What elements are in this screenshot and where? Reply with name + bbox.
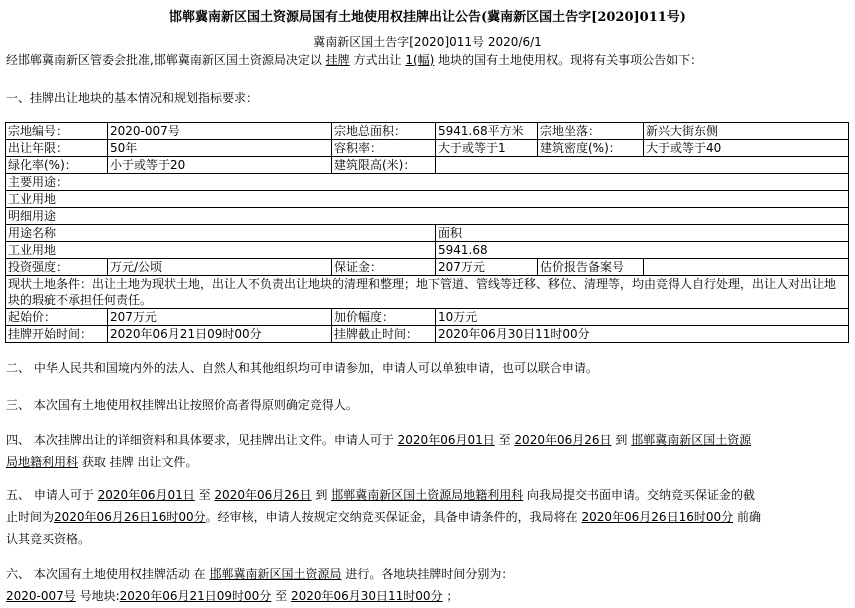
- section-4-get: 获取: [81, 455, 106, 469]
- table-row: [6, 276, 849, 309]
- section-2: 二、 中华人民共和国境内外的法人、自然人和其他组织均可申请参加，申请人可以单独申请，也可以联合申请。: [6, 361, 598, 375]
- table-row: [6, 309, 849, 326]
- table-row: [6, 259, 849, 276]
- section-5-text-2: 向我局提交书面申请。交纳竞买保证金的截: [527, 488, 756, 502]
- intro-text-3: 地块的国有土地使用权。现将有关事项公告如下：: [438, 53, 703, 67]
- detail-use-label: 明细用途: [6, 208, 849, 225]
- section-5-line-2: [6, 505, 761, 529]
- status-text: 现状土地条件：出让土地为现状土地，出让人不负责出让地块的清理和整理；地下管道、管线等迁移、移位、清理等，均由竞得人自行处理，出让人对出让地块的瑕疵不承担任何责任。: [6, 276, 849, 309]
- invest: 万元/公顷: [108, 259, 332, 276]
- section-6-place: 邯郸冀南新区国土资源局: [209, 567, 342, 581]
- height-label: 建筑限高(米)：: [332, 157, 436, 174]
- main-use-label: 主要用途：: [6, 174, 849, 191]
- section-5-to: 至: [198, 488, 211, 502]
- height: [436, 157, 849, 174]
- term-label: 出让年限：: [6, 140, 108, 157]
- green: 小于或等于20: [108, 157, 332, 174]
- table-row: [6, 225, 849, 242]
- section-6-text-3: 号地块:: [79, 589, 120, 603]
- section-4-line-1: [6, 428, 751, 452]
- section-4-place-cont: 局地籍利用科: [6, 455, 79, 469]
- section-4-text: 四、 本次挂牌出让的详细资料和具体要求，见挂牌出让文件。申请人可于: [6, 433, 394, 447]
- section-4-to: 至: [498, 433, 511, 447]
- list-end-label: 挂牌截止时间：: [332, 326, 436, 343]
- location-label: 宗地坐落：: [538, 123, 644, 140]
- table-row: [6, 326, 849, 343]
- section-4-date-1: 2020年06月01日: [397, 433, 495, 447]
- total-area-label: 宗地总面积：: [332, 123, 436, 140]
- section-5-date-2: 2020年06月26日: [214, 488, 312, 502]
- table-row: [6, 123, 849, 140]
- section-5-at: 到: [315, 488, 328, 502]
- section-3: 三、 本次国有土地使用权挂牌出让按照价高者得原则确定竞得人。: [6, 398, 358, 412]
- section-5-text-5: 前确: [736, 510, 761, 524]
- section-5-line-1: [6, 483, 755, 507]
- table-row: [6, 157, 849, 174]
- term: 50年: [108, 140, 332, 157]
- table-row: [6, 208, 849, 225]
- section-4-doc: 出让文件。: [137, 455, 198, 469]
- section-5-place: 邯郸冀南新区国土资源局地籍利用科: [331, 488, 524, 502]
- publish-date: 2020/6/1: [487, 35, 542, 49]
- use-name-label: 用途名称: [6, 225, 436, 242]
- section-6-line-2: [6, 584, 458, 608]
- use-name: 工业用地: [6, 242, 436, 259]
- parcel-no-label: 宗地编号：: [6, 123, 108, 140]
- use-area: 5941.68: [436, 242, 849, 259]
- intro-method: 挂牌: [325, 53, 350, 67]
- section-6-text-2: 进行。各地块挂牌时间分别为：: [345, 567, 514, 581]
- main-use: 工业用地: [6, 191, 849, 208]
- parcel-no: 2020-007号: [108, 123, 332, 140]
- section-6-line-1: [6, 562, 513, 586]
- table-row: [6, 191, 849, 208]
- intro-text: 经邯郸冀南新区管委会批准,邯郸冀南新区国土资源局决定以: [6, 53, 322, 67]
- appraisal: [644, 259, 849, 276]
- list-start: 2020年06月21日09时00分: [108, 326, 332, 343]
- density: 大于或等于40: [644, 140, 849, 157]
- deposit-label: 保证金：: [332, 259, 436, 276]
- density-label: 建筑密度(%)：: [538, 140, 644, 157]
- table-row: [6, 140, 849, 157]
- section-6-to: 至: [275, 589, 288, 603]
- intro-text-2: 方式出让: [353, 53, 402, 67]
- appraisal-label: 估价报告备案号: [538, 259, 644, 276]
- section-5-text-3: 止时间为: [6, 510, 55, 524]
- far: 大于或等于1: [436, 140, 538, 157]
- section-4-method: 挂牌: [109, 455, 134, 469]
- table-row: [6, 174, 849, 191]
- far-label: 容积率：: [332, 140, 436, 157]
- section-4-date-2: 2020年06月26日: [514, 433, 612, 447]
- section-5-text: 五、 申请人可于: [6, 488, 94, 502]
- list-end: 2020年06月30日11时00分: [436, 326, 849, 343]
- intro-count: 1(幅): [405, 53, 435, 67]
- page-title: 邯郸冀南新区国土资源局国有土地使用权挂牌出让公告(冀南新区国土告字[2020]011号): [169, 10, 686, 25]
- section-5-date-4: 2020年06月26日16时00分: [581, 510, 734, 524]
- green-label: 绿化率(%)：: [6, 157, 108, 174]
- increment-label: 加价幅度：: [332, 309, 436, 326]
- section-1-heading: 一、挂牌出让地块的基本情况和规划指标要求：: [6, 91, 259, 105]
- start-price: 207万元: [108, 309, 332, 326]
- section-6-text: 六、 本次国有土地使用权挂牌活动 在: [6, 567, 206, 581]
- increment: 10万元: [436, 309, 849, 326]
- start-price-label: 起始价：: [6, 309, 108, 326]
- total-area: 5941.68平方米: [436, 123, 538, 140]
- section-4-place: 邯郸冀南新区国土资源: [631, 433, 752, 447]
- section-5-date-3: 2020年06月26日16时00分: [54, 510, 206, 524]
- section-5-text-4: 。经审核，申请人按规定交纳竞买保证金，具备申请条件的，我局将在: [205, 510, 578, 524]
- location: 新兴大街东侧: [644, 123, 849, 140]
- section-4-line-2: [6, 450, 198, 474]
- section-6-date-2: 2020年06月30日11时00分: [290, 589, 443, 603]
- section-5-date-1: 2020年06月01日: [97, 488, 195, 502]
- section-6-parcel: 2020-007号: [6, 589, 76, 603]
- intro-paragraph: [6, 48, 702, 72]
- list-start-label: 挂牌开始时间：: [6, 326, 108, 343]
- doc-number: 冀南新区国土告字[2020]011号: [313, 35, 485, 49]
- parcel-info-table: [5, 122, 849, 343]
- area-label: 面积: [436, 225, 849, 242]
- section-6-end: ；: [446, 589, 459, 603]
- section-5-line-3: 认其竞买资格。: [6, 532, 91, 546]
- table-row: [6, 242, 849, 259]
- invest-label: 投资强度：: [6, 259, 108, 276]
- section-6-date-1: 2020年06月21日09时00分: [119, 589, 272, 603]
- section-4-at: 到: [615, 433, 628, 447]
- deposit: 207万元: [436, 259, 538, 276]
